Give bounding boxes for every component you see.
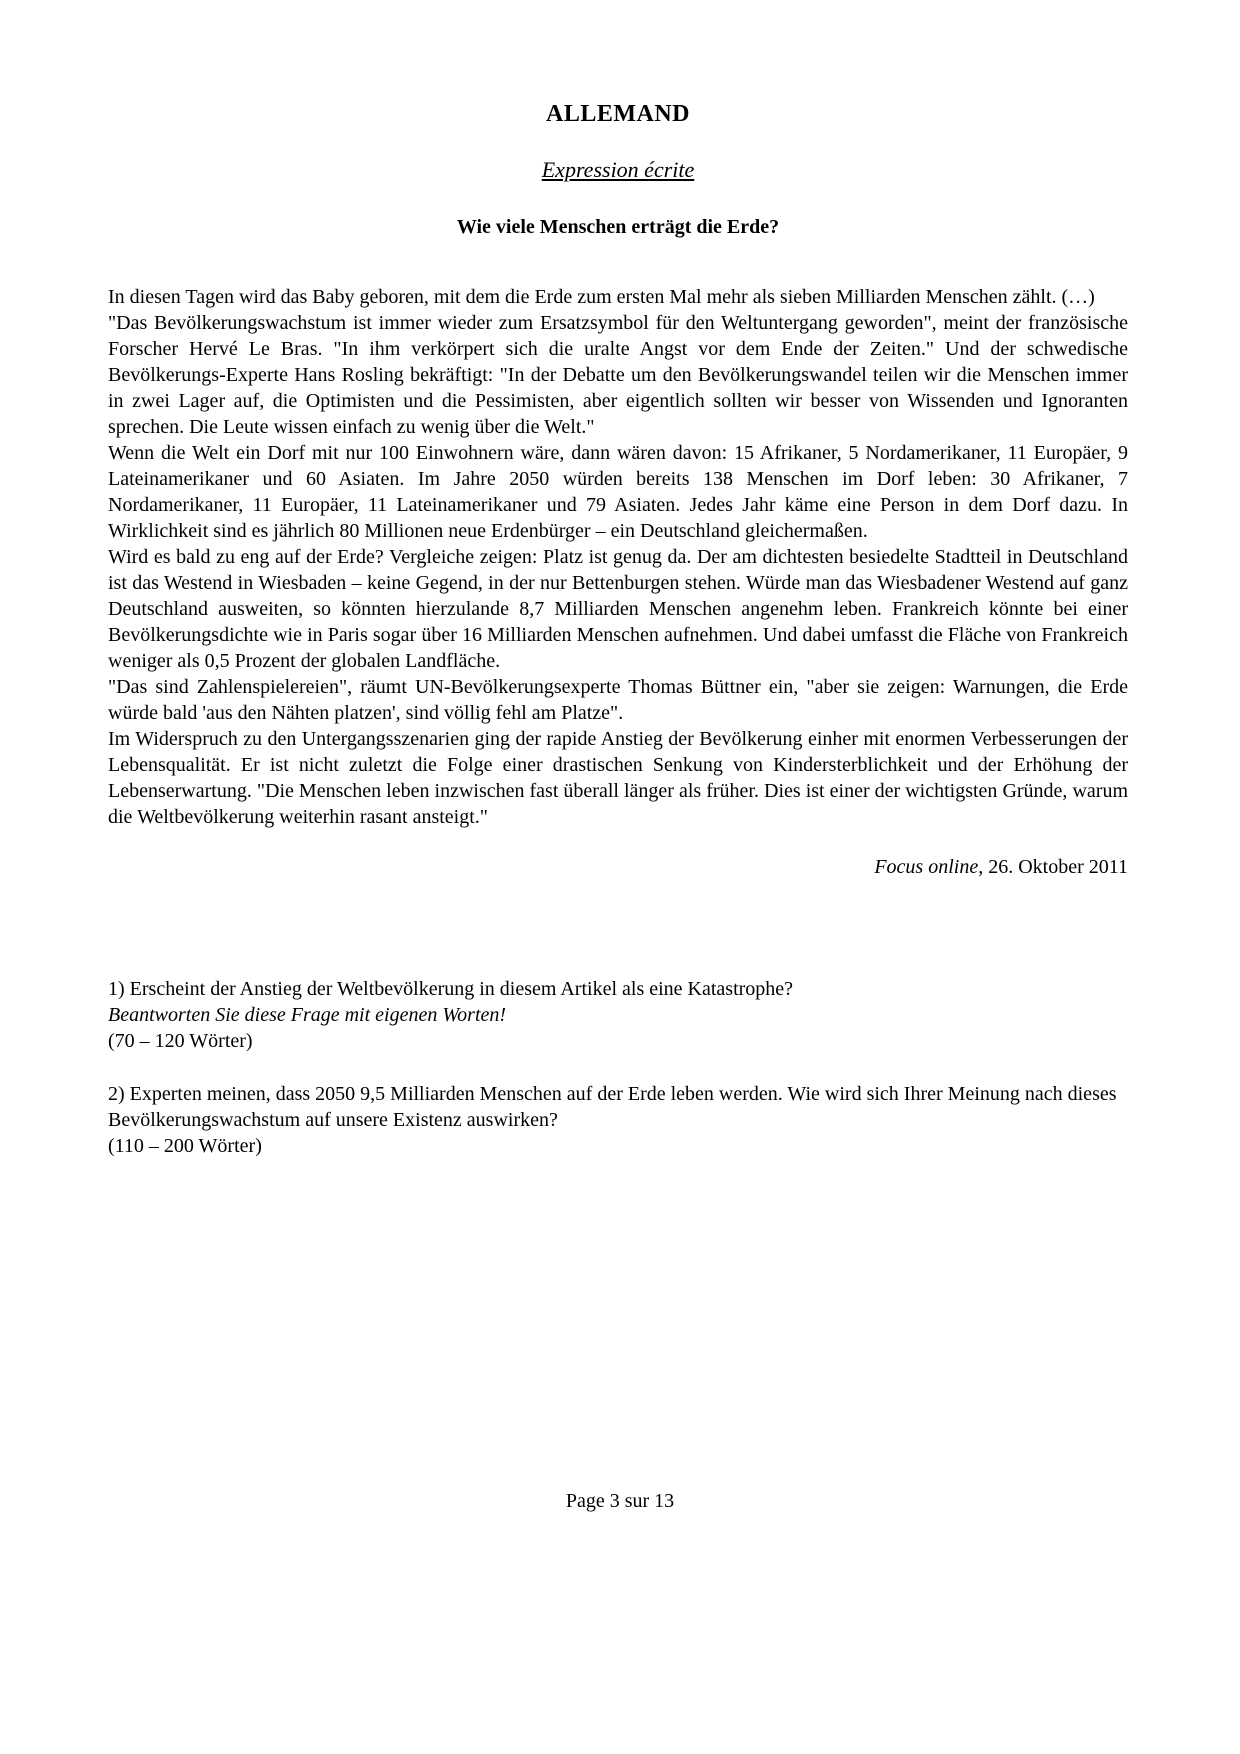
article-paragraph-4: Wird es bald zu eng auf der Erde? Vergleiche zeigen: Platz ist genug da. Der am dichtesten besiedelte Stadtteil in Deutschland ist das Westend in Wiesbaden – keine Gegend, in der nur Bettenburgen stehen. Würde man das Wiesbadener Westend auf ganz Deutschland ausweiten, so könnten hierzulande 8,7 Milliarden Menschen angenehm leben. Frankreich könnte bei einer Bevölkerungsdichte wie in Paris sogar über 16 Milliarden Menschen aufnehmen. Und dabei umfasst die Fläche von Frankreich weniger als 0,5 Prozent der globalen Landfläche. (108, 546, 1128, 672)
article-body (108, 284, 1128, 830)
question-2-word-count: (110 – 200 Wörter) (108, 1135, 262, 1157)
article-paragraph-6: Im Widerspruch zu den Untergangsszenarien ging der rapide Anstieg der Bevölkerung einher mit enormen Verbesserungen der Lebensqualität. Er ist nicht zuletzt die Folge einer drastischen Senkung von Kindersterblichkeit und der Erhöhung der Lebenserwartung. "Die Menschen leben inzwischen fast überall länger als früher. Dies ist einer der wichtigsten Gründe, warum die Weltbevölkerung weiterhin rasant ansteigt." (108, 728, 1128, 828)
question-1-word-count: (70 – 120 Wörter) (108, 1030, 253, 1052)
source-attribution (108, 854, 1128, 880)
question-2-text: 2) Experten meinen, dass 2050 9,5 Milliarden Menschen auf der Erde leben werden. Wie wird sich Ihrer Meinung nach dieses Bevölkerungswachstum auf unsere Existenz auswirken? (108, 1083, 1117, 1131)
question-1-text: 1) Erscheint der Anstieg der Weltbevölkerung in diesem Artikel als eine Katastrophe? (108, 978, 794, 1000)
article-paragraph-2: "Das Bevölkerungswachstum ist immer wieder zum Ersatzsymbol für den Weltuntergang geworden", meint der französische Forscher Hervé Le Bras. "In ihm verkörpert sich die uralte Angst vor dem Ende der Zeiten." Und der schwedische Bevölkerungs-Experte Hans Rosling bekräftigt: "In der Debatte um den Bevölkerungswandel teilen wir die Menschen immer in zwei Lager auf, die Optimisten und die Pessimisten, aber eigentlich sollten wir besser von Wissenden und Ignoranten sprechen. Die Leute wissen einfach zu wenig über die Welt." (108, 312, 1128, 438)
article-paragraph-5: "Das sind Zahlenspielereien", räumt UN-Bevölkerungsexperte Thomas Büttner ein, "aber sie zeigen: Warnungen, die Erde würde bald 'aus den Nähten platzen', sind völlig fehl am Platze". (108, 676, 1128, 724)
question-1 (108, 976, 1128, 1054)
section-subtitle: Expression écrite (541, 157, 695, 182)
article-title: Wie viele Menschen erträgt die Erde? (456, 216, 780, 238)
source-date: , 26. Oktober 2011 (978, 856, 1128, 878)
source-name: Focus online (874, 856, 979, 878)
page-footer: Page 3 sur 13 (565, 1490, 675, 1512)
questions-section (108, 976, 1128, 1159)
question-1-instruction: Beantworten Sie diese Frage mit eigenen Worten! (108, 1004, 507, 1026)
article-paragraph-3: Wenn die Welt ein Dorf mit nur 100 Einwohnern wäre, dann wären davon: 15 Afrikaner, 5 Nordamerikaner, 11 Europäer, 9 Lateinamerikaner und 60 Asiaten. Im Jahre 2050 würden bereits 138 Menschen im Dorf leben: 30 Afrikaner, 7 Nordamerikaner, 11 Europäer, 11 Lateinamerikaner und 79 Asiaten. Jedes Jahr käme eine Person in dem Dorf dazu. In Wirklichkeit sind es jährlich 80 Millionen neue Erdenbürger – ein Deutschland gleichermaßen. (108, 442, 1128, 542)
question-2 (108, 1081, 1128, 1159)
article-paragraph-1: In diesen Tagen wird das Baby geboren, mit dem die Erde zum ersten Mal mehr als sieben Milliarden Menschen zählt. (…) (108, 286, 1095, 308)
page-title: ALLEMAND (545, 101, 690, 127)
